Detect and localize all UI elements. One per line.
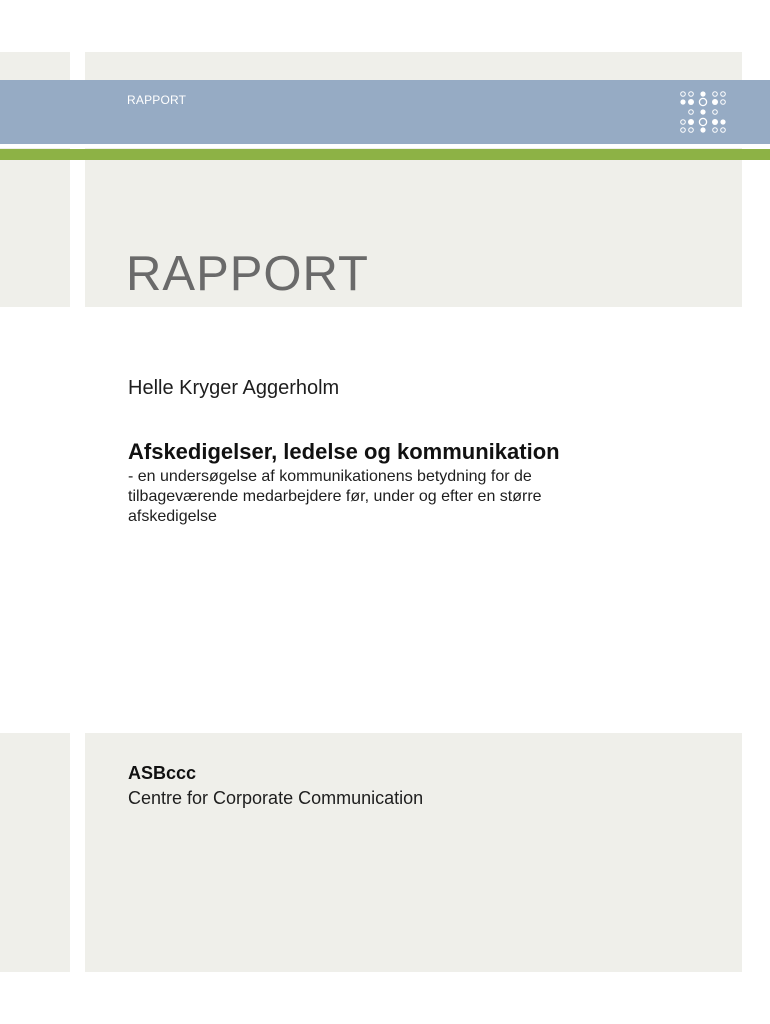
dot-grid-logo-icon — [678, 89, 728, 135]
report-subtitle: - en undersøgelse af kommunikationens betydning for de tilbageværende medarbejdere før, under og efter en større afskedigelse — [128, 468, 542, 525]
report-title: Afskedigelser, ledelse og kommunikation — [128, 439, 560, 464]
header-band — [0, 80, 770, 144]
header-divider — [0, 144, 770, 148]
accent-band — [0, 149, 770, 160]
bottom-left-panel — [0, 733, 70, 972]
header-label: RAPPORT — [127, 93, 187, 107]
cover-title: RAPPORT — [126, 247, 369, 301]
organization-name: ASBccc — [128, 763, 197, 783]
author-name: Helle Kryger Aggerholm — [128, 377, 340, 399]
organization-full-name: Centre for Corporate Communication — [128, 788, 424, 808]
